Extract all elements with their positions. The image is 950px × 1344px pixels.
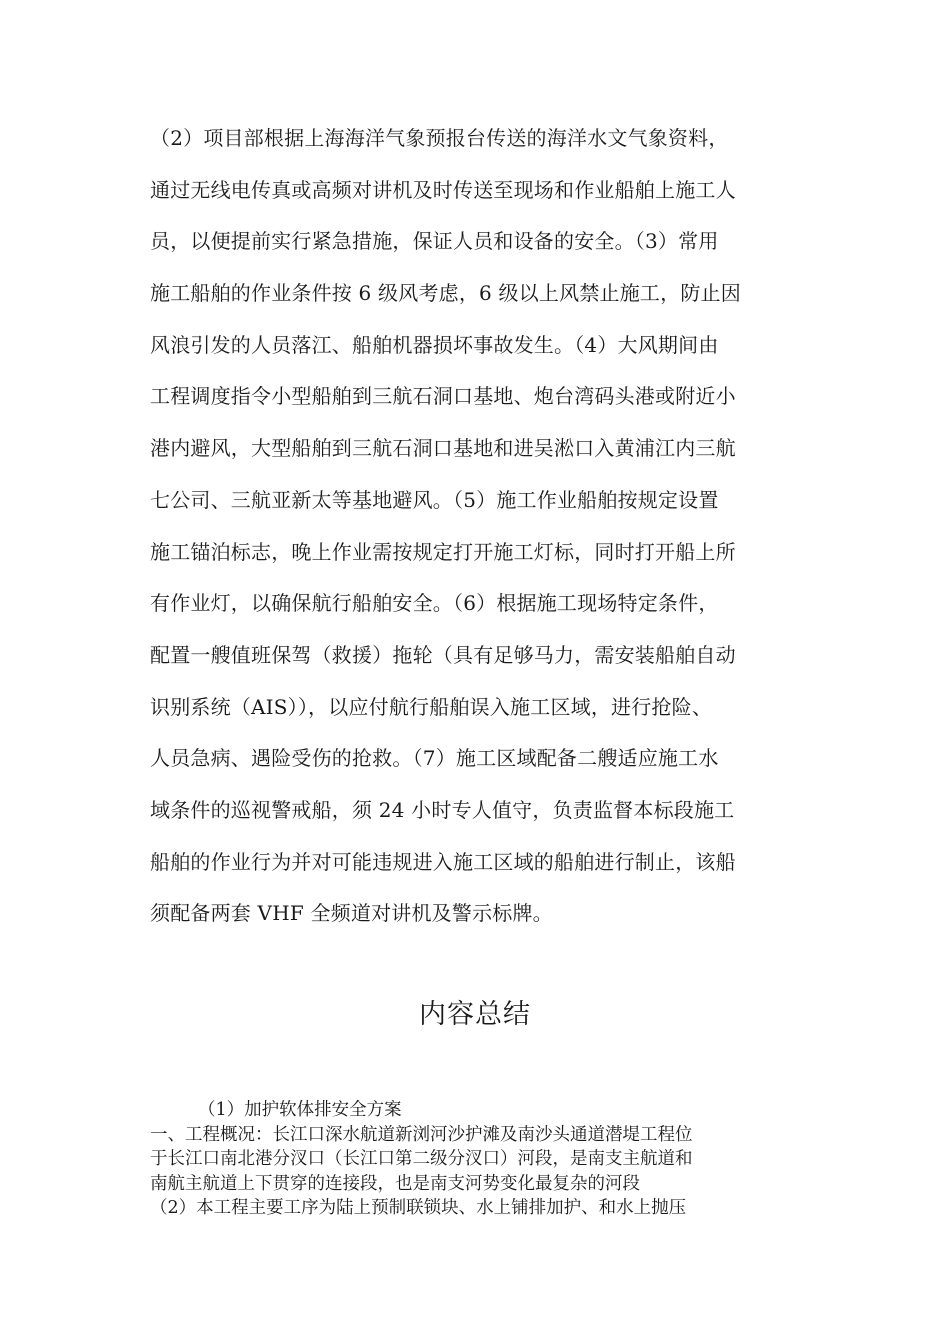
body-line: 有作业灯，以确保航行船舶安全。（6）根据施工现场特定条件， bbox=[150, 591, 719, 616]
body-line: （2）项目部根据上海海洋气象预报台传送的海洋水文气象资料， bbox=[150, 126, 729, 150]
summary-line: 一、工程概况：长江口深水航道新浏河沙护滩及南沙头通道潜堤工程位 bbox=[150, 1124, 693, 1145]
body-line: 通过无线电传真或高频对讲机及时传送至现场和作业船舶上施工人 bbox=[150, 177, 736, 202]
body-line: 港内避风，大型船舶到三航石洞口基地和进吴淞口入黄浦江内三航 bbox=[150, 436, 736, 461]
body-line: 风浪引发的人员落江、船舶机器损坏事故发生。（4）大风期间由 bbox=[150, 332, 719, 357]
body-line: 配置一艘值班保驾（救援）拖轮（具有足够马力，需安装船舶自动 bbox=[150, 642, 736, 667]
body-line: 船舶的作业行为并对可能违规进入施工区域的船舶进行制止，该船 bbox=[150, 849, 736, 874]
summary-section bbox=[150, 1098, 810, 1221]
body-line: 识别系统（AIS）），以应付航行船舶误入施工区域，进行抢险、 bbox=[150, 694, 713, 719]
summary-line: 于长江口南北港分汊口（长江口第二级分汊口）河段，是南支主航道和 bbox=[150, 1149, 693, 1169]
body-line: 须配备两套 VHF 全频道对讲机及警示标牌。 bbox=[150, 901, 553, 926]
summary-line: （1）加护软体排安全方案 bbox=[198, 1100, 402, 1120]
body-line: 施工锚泊标志，晚上作业需按规定打开施工灯标，同时打开船上所 bbox=[150, 539, 736, 564]
body-line: 员，以便提前实行紧急措施，保证人员和设备的安全。（3）常用 bbox=[150, 229, 719, 254]
body-line: 七公司、三航亚新太等基地避风。（5）施工作业船舶按规定设置 bbox=[150, 487, 719, 512]
body-line: 工程调度指令小型船舶到三航石洞口基地、炮台湾码头港或附近小 bbox=[150, 384, 736, 409]
body-line: 人员急病、遇险受伤的抢救。（7）施工区域配备二艘适应施工水 bbox=[150, 746, 719, 771]
summary-heading: 内容总结 bbox=[419, 999, 531, 1030]
summary-line: （2）本工程主要工序为陆上预制联锁块、水上铺排加护、和水上抛压 bbox=[150, 1198, 687, 1218]
body-line: 施工船舶的作业条件按 6 级风考虑，6 级以上风禁止施工，防止因 bbox=[150, 281, 741, 306]
body-paragraph bbox=[150, 118, 810, 945]
body-line: 域条件的巡视警戒船，须 24 小时专人值守，负责监督本标段施工 bbox=[150, 797, 735, 822]
summary-line: 南航主航道上下贯穿的连接段，也是南支河势变化最复杂的河段 bbox=[150, 1173, 640, 1194]
